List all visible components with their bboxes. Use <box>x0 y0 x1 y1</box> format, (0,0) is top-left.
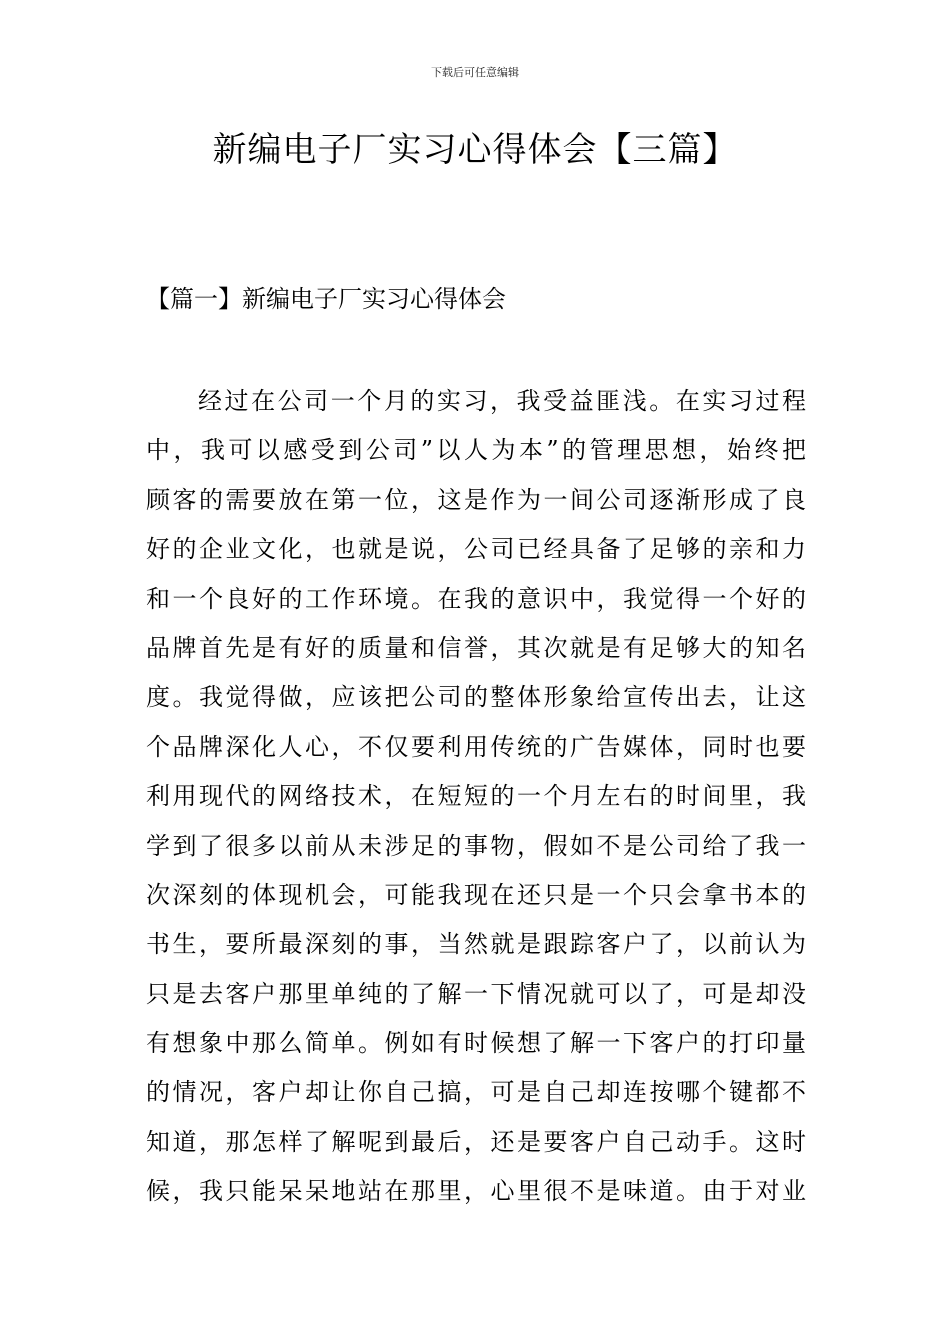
text-line: 好的企业文化，也就是说，公司已经具备了足够的亲和力 <box>146 535 806 564</box>
text-line: 中，我可以感受到公司”以人为本”的管理思想，始终把 <box>146 436 806 465</box>
body-paragraph <box>146 377 806 1217</box>
text-line: 学到了很多以前从未涉足的事物，假如不是公司给了我一 <box>146 831 806 860</box>
text-line: 书生，要所最深刻的事，当然就是跟踪客户了，以前认为 <box>146 930 806 959</box>
text-line: 知道，那怎样了解呢到最后，还是要客户自己动手。这时 <box>146 1127 806 1156</box>
text-line: 利用现代的网络技术，在短短的一个月左右的时间里，我 <box>146 782 806 811</box>
text-line: 次深刻的体现机会，可能我现在还只是一个只会拿书本的 <box>146 880 806 909</box>
text-line: 只是去客户那里单纯的了解一下情况就可以了，可是却没 <box>146 979 806 1008</box>
text-line: 个品牌深化人心，不仅要利用传统的广告媒体，同时也要 <box>146 732 806 761</box>
text-line: 和一个良好的工作环境。在我的意识中，我觉得一个好的 <box>146 584 806 613</box>
header-note: 下载后可任意编辑 <box>431 66 519 79</box>
text-line: 有想象中那么简单。例如有时候想了解一下客户的打印量 <box>146 1029 806 1058</box>
text-line: 的情况，客户却让你自己搞，可是自己却连按哪个键都不 <box>146 1078 806 1107</box>
text-line: 品牌首先是有好的质量和信誉，其次就是有足够大的知名 <box>146 633 806 662</box>
text-line: 顾客的需要放在第一位，这是作为一间公司逐渐形成了良 <box>146 485 806 514</box>
section-heading: 【篇一】新编电子厂实习心得体会 <box>146 285 506 313</box>
document-title: 新编电子厂实习心得体会【三篇】 <box>212 130 738 170</box>
text-line: 候，我只能呆呆地站在那里，心里很不是味道。由于对业 <box>146 1177 806 1206</box>
text-line: 度。我觉得做，应该把公司的整体形象给宣传出去，让这 <box>146 683 806 712</box>
text-line: 经过在公司一个月的实习，我受益匪浅。在实习过程 <box>198 387 806 415</box>
